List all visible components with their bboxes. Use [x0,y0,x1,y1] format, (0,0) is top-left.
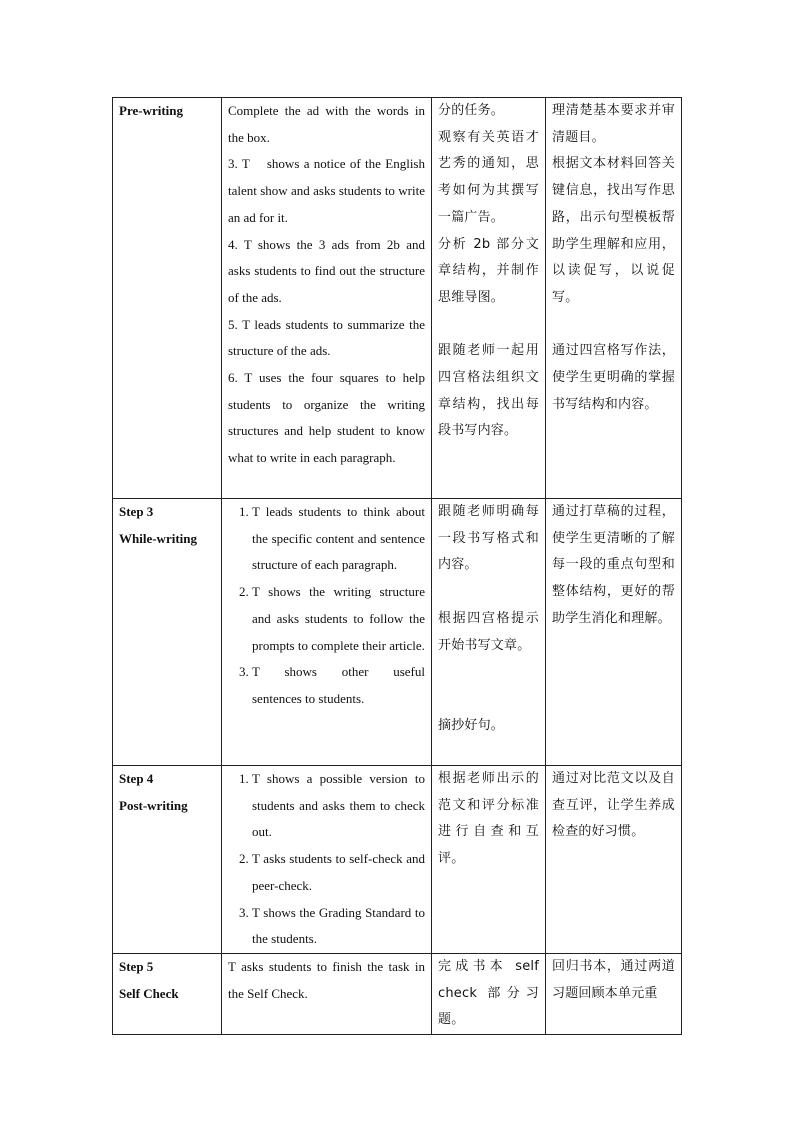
phase-label: Self Check [119,985,179,1001]
activity-list [228,499,429,713]
list-item: 3. T shows the Grading Standard to the students. [252,900,425,953]
purpose-cell [546,766,682,954]
step-cell [113,98,222,499]
teacher-activity-cell [222,766,432,954]
purpose-text: 通过打草稿的过程，使学生更清晰的了解每一段的重点句型和整体结构，更好的帮助学生消化和理解。 [552,504,675,626]
phase-label: Post-writing [119,797,188,813]
student-text: 完成书本 self check 部分习题。 [438,958,539,1028]
activity-text: 4. T shows the 3 ads from 2b and asks students to find out the structure of the ads. [228,236,425,305]
activity-text: 5. T leads students to summarize the structure of the ads. [228,316,425,359]
lesson-plan-table [112,97,682,1035]
list-item: 2. T asks students to self-check and peer-check. [252,846,425,899]
student-text: 跟随老师一起用四宫格法组织文章结构，找出每段书写内容。 [438,343,539,439]
spacer [438,686,539,713]
step-label: Step 4 [119,771,154,786]
purpose-text: 根据文本材料回答关键信息，找出写作思路，出示句型模板帮助学生理解和应用，以读促写，以说促写。 [552,156,675,305]
student-text: 根据四宫格提示开始书写文章。 [438,610,539,653]
student-text: 观察有关英语才艺秀的通知，思考如何为其撰写一篇广告。 [438,129,539,225]
purpose-text: 通过四宫格写作法，使学生更明确的掌握书写结构和内容。 [552,343,675,412]
purpose-text: 回归书本，通过两道习题回顾本单元重 [552,958,675,1001]
student-activity-cell [432,499,546,766]
purpose-cell [546,953,682,1034]
step-cell [113,766,222,954]
purpose-text: 理清楚基本要求并审清题目。 [552,103,675,145]
list-item: 2. T shows the writing structure and asks students to follow the prompts to complete their article. [252,579,425,659]
student-activity-cell [432,98,546,499]
step-label: Step 5 [119,958,154,974]
activity-text: 3. T shows a notice of the English talent show and asks students to write an ad for it. [228,156,429,225]
table-row-while-writing [113,499,682,766]
spacer [438,659,539,686]
phase-label: Pre-writing [119,103,184,118]
table-row-pre-writing [113,98,682,499]
list-item: 1. T leads students to think about the specific content and sentence structure of each paragraph. [252,499,425,579]
teacher-activity-cell [222,953,432,1034]
table-row-self-check [113,953,682,1034]
teacher-activity-cell [222,499,432,766]
student-text: 摘抄好句。 [438,717,505,733]
purpose-cell [546,98,682,499]
table-row-post-writing [113,766,682,954]
student-activity-cell [432,766,546,954]
purpose-text: 通过对比范文以及自查互评，让学生养成检查的好习惯。 [552,771,675,840]
activity-text: Complete the ad with the words in the box. [228,103,425,145]
activity-list [228,766,425,953]
phase-label: While-writing [119,530,197,546]
spacer [438,579,539,606]
spacer [552,312,675,339]
list-item: 1. T shows a possible version to students and asks them to check out. [252,766,425,846]
list-item: 3. T shows other useful sentences to students. [252,659,425,712]
purpose-clip [552,954,675,1007]
step-label: Step 3 [119,504,154,519]
student-text: 跟随老师明确每一段书写格式和内容。 [438,504,539,573]
student-text: 分的任务。 [438,103,505,118]
student-activity-cell [432,953,546,1034]
teacher-activity-cell [222,98,432,499]
purpose-cell [546,499,682,766]
spacer [438,312,539,339]
student-text: 根据老师出示的范文和评分标准进行自查和互评。 [438,771,539,867]
step-cell [113,953,222,1034]
step-cell [113,499,222,766]
activity-text: T asks students to finish the task in the Self Check. [228,958,425,1001]
student-text: 分析 2b 部分文章结构，并制作思维导图。 [438,236,539,305]
activity-text: 6. T uses the four squares to help students to organize the writing structures and help student to know what to write in each paragraph. [228,370,425,466]
